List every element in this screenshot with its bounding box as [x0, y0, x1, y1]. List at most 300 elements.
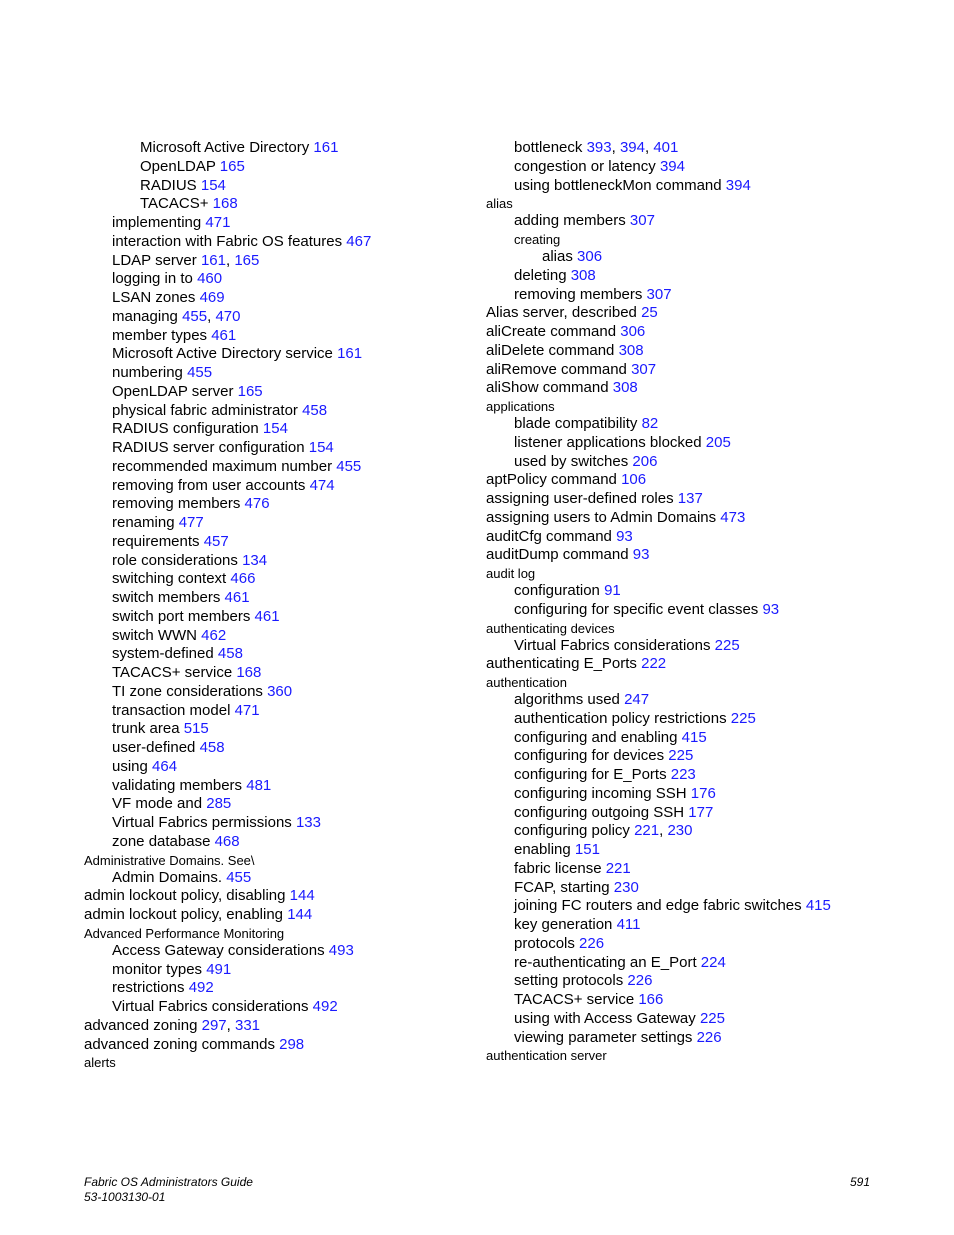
index-term: restrictions [112, 979, 185, 997]
index-subentry [486, 1010, 926, 1029]
index-term: applications [486, 399, 555, 414]
index-term: switch members [112, 589, 221, 606]
index-subentry [84, 608, 474, 627]
page-link[interactable]: 466 [230, 570, 256, 588]
index-term: fabric license [514, 859, 602, 877]
index-term: RADIUS configuration [112, 420, 259, 438]
index-term: LSAN zones [112, 289, 196, 306]
index-subentry [84, 458, 474, 477]
index-subentry [486, 897, 926, 916]
page-link[interactable]: 222 [641, 655, 667, 673]
index-term: configuring for devices [514, 747, 665, 765]
index-term: deleting [514, 266, 567, 284]
page-link[interactable]: 458 [302, 401, 328, 419]
page-link[interactable]: 137 [677, 490, 703, 507]
page-link[interactable]: 401 [653, 139, 679, 156]
index-subentry [486, 212, 926, 231]
index-term: interaction with Fabric OS features [112, 232, 343, 250]
index-term: aliCreate command [486, 323, 617, 340]
index-term: aliRemove command [486, 360, 627, 378]
index-subentry [486, 879, 926, 898]
index-term: aptPolicy command [486, 471, 617, 489]
index-term: auditCfg command [486, 527, 612, 545]
page-link[interactable]: 165 [237, 382, 263, 400]
index-entry [486, 620, 926, 637]
index-term: TACACS+ service [112, 664, 233, 681]
index-subentry [486, 785, 926, 804]
index-entry [486, 509, 926, 528]
index-term: enabling [514, 841, 571, 858]
index-term: advanced zoning [84, 1016, 198, 1034]
index-entry [486, 490, 926, 509]
index-term: switching context [112, 570, 227, 588]
index-term: validating members [112, 776, 243, 794]
index-subentry [84, 345, 474, 364]
page-link[interactable]: 25 [641, 304, 658, 322]
page-link[interactable]: 247 [624, 691, 650, 708]
page-link[interactable]: 308 [570, 266, 596, 284]
index-term: configuring policy [514, 822, 630, 840]
index-subentry [84, 477, 474, 496]
page-link[interactable]: 221 [634, 822, 660, 840]
page-link[interactable]: 491 [206, 960, 232, 978]
page-link[interactable]: 471 [234, 701, 260, 719]
index-subentry [486, 935, 926, 954]
index-term: system-defined [112, 645, 214, 663]
index-subentry [84, 758, 474, 777]
page-link[interactable]: 470 [215, 307, 241, 325]
index-subentry [84, 495, 474, 514]
page-link[interactable]: 306 [577, 248, 603, 265]
index-entry [84, 1054, 474, 1071]
index-term: alerts [84, 1055, 116, 1071]
index-subentry [84, 289, 474, 308]
index-term: aliShow command [486, 379, 609, 397]
page-link[interactable]: 462 [201, 626, 227, 644]
index-term: FCAP, starting [514, 878, 610, 896]
page-link[interactable]: 144 [287, 906, 313, 923]
index-entry [84, 906, 474, 925]
index-term: alias [486, 196, 513, 212]
index-subentry [486, 453, 926, 472]
index-term: authentication server [486, 1048, 607, 1064]
index-term: Virtual Fabrics considerations [514, 636, 711, 654]
index-entry [486, 528, 926, 547]
index-subentry [486, 582, 926, 601]
page-link[interactable]: 144 [289, 887, 315, 905]
index-term: authentication [486, 675, 567, 690]
index-subentry [486, 231, 926, 248]
page-link[interactable]: 394 [659, 157, 685, 175]
index-term: numbering [112, 364, 183, 381]
page-link[interactable]: 515 [183, 720, 209, 738]
index-subentry [84, 777, 474, 796]
page-link[interactable]: 308 [618, 341, 644, 359]
index-subentry [486, 729, 926, 748]
index-entry [84, 1036, 474, 1055]
page-link[interactable]: 82 [641, 415, 659, 432]
index-term: Admin Domains. [112, 868, 223, 886]
index-subentry [84, 420, 474, 439]
index-term: admin lockout policy, enabling [84, 906, 284, 923]
page-link[interactable]: 166 [638, 991, 664, 1008]
index-subentry [84, 961, 474, 980]
page-link[interactable]: 161 [337, 345, 363, 363]
index-term: TACACS+ [140, 195, 209, 213]
index-subentry [486, 1029, 926, 1048]
index-subentry: bottleneck 393, 394, 401 [514, 139, 679, 156]
index-term: TACACS+ service [514, 991, 635, 1008]
index-entry [486, 379, 926, 398]
index-term: Virtual Fabrics considerations [112, 998, 309, 1015]
index-subentry [84, 795, 474, 814]
index-subentry [84, 439, 474, 458]
index-term: Microsoft Active Directory service [112, 345, 333, 363]
page-link[interactable]: 461 [211, 326, 237, 344]
index-term: aliDelete command [486, 341, 615, 359]
index-term: Alias server, described [486, 304, 637, 322]
page-link[interactable]: 455 [226, 868, 252, 886]
page-link[interactable]: 415 [805, 897, 831, 915]
page-link[interactable]: 226 [696, 1028, 722, 1046]
index-term: role considerations [112, 551, 238, 569]
index-term: audit log [486, 566, 536, 581]
page-link[interactable]: 221 [605, 859, 631, 877]
page-link[interactable]: 133 [295, 814, 321, 831]
page-link[interactable]: 106 [621, 471, 647, 489]
index-subentry [486, 860, 926, 879]
page-link[interactable]: 458 [199, 739, 225, 756]
index-subentry [486, 434, 926, 453]
index-entry [486, 398, 926, 415]
footer-title: Fabric OS Administrators Guide [84, 1175, 253, 1189]
index-subentry [486, 248, 926, 267]
index-subentry [84, 214, 474, 233]
page-link[interactable]: 307 [631, 360, 657, 378]
index-subentry: configuring policy 221, 230 [514, 822, 693, 840]
index-term: configuring and enabling [514, 728, 678, 746]
page-link[interactable]: 230 [613, 878, 639, 896]
index-subentry [84, 514, 474, 533]
index-column-right [486, 139, 926, 1064]
index-entry [486, 195, 926, 212]
page-link[interactable]: 206 [632, 452, 658, 470]
index-term: RADIUS [140, 176, 197, 194]
page-link[interactable]: 161 [200, 251, 226, 269]
footer-doc-info [84, 1175, 253, 1205]
index-entry [84, 887, 474, 906]
index-term: authentication policy restrictions [514, 709, 727, 727]
index-subentry [84, 683, 474, 702]
page-link[interactable]: 226 [579, 934, 605, 952]
index-term: OpenLDAP [140, 157, 216, 175]
index-term: transaction model [112, 701, 231, 719]
index-subentry [84, 664, 474, 683]
index-subentry: managing 455, 470 [112, 307, 241, 325]
page-link[interactable]: 457 [203, 532, 229, 550]
index-term: using with Access Gateway [514, 1009, 696, 1027]
page-link[interactable]: 93 [632, 546, 650, 564]
page-link[interactable]: 134 [242, 551, 268, 569]
index-subentry [84, 327, 474, 346]
page-link[interactable]: 461 [254, 607, 280, 625]
page-link[interactable]: 93 [762, 600, 780, 618]
index-subentry [84, 158, 474, 177]
index-term: alias [542, 248, 573, 265]
index-subentry [486, 954, 926, 973]
page-link[interactable]: 360 [267, 682, 293, 700]
index-term: used by switches [514, 452, 629, 470]
index-subentry [84, 364, 474, 383]
index-subentry [486, 691, 926, 710]
index-subentry [84, 270, 474, 289]
index-term: creating [514, 232, 561, 247]
page-link[interactable]: 205 [705, 433, 731, 451]
index-entry [486, 361, 926, 380]
index-term: Access Gateway considerations [112, 941, 325, 959]
index-term: TI zone considerations [112, 682, 263, 700]
page-link[interactable]: 161 [313, 139, 339, 156]
index-subentry [486, 158, 926, 177]
page-link[interactable]: 464 [152, 757, 178, 775]
index-term: joining FC routers and edge fabric switches [514, 897, 802, 915]
page-link[interactable]: 493 [328, 941, 354, 959]
page-link[interactable]: 455 [187, 364, 213, 381]
page-link[interactable]: 474 [309, 476, 335, 494]
page-link[interactable]: 224 [700, 953, 726, 971]
index-term: configuring for E_Ports [514, 766, 667, 783]
index-term: switch port members [112, 607, 251, 625]
index-term: requirements [112, 532, 200, 550]
index-subentry [84, 720, 474, 739]
index-subentry [84, 942, 474, 961]
index-entry [486, 546, 926, 565]
page-link[interactable]: 455 [182, 307, 208, 325]
index-subentry [84, 177, 474, 196]
page-link[interactable]: 393 [586, 139, 612, 156]
index-subentry [84, 833, 474, 852]
index-subentry [84, 702, 474, 721]
footer-page-number: 591 [850, 1175, 871, 1189]
index-term: OpenLDAP server [112, 382, 234, 400]
index-subentry [486, 286, 926, 305]
page-link[interactable]: 460 [197, 270, 223, 288]
page-link[interactable]: 168 [212, 195, 238, 213]
index-entry [486, 674, 926, 691]
page-link[interactable]: 415 [681, 728, 707, 746]
index-term: LDAP server [112, 251, 197, 269]
index-subentry [486, 972, 926, 991]
index-term: monitor types [112, 960, 203, 978]
page-link[interactable]: 492 [312, 998, 338, 1015]
index-term: listener applications blocked [514, 433, 702, 451]
index-term: adding members [514, 212, 626, 230]
index-term: authenticating E_Ports [486, 655, 637, 673]
index-entry [84, 925, 474, 942]
index-subentry [486, 766, 926, 785]
page-link[interactable]: 225 [699, 1009, 725, 1027]
index-entry [486, 655, 926, 674]
index-subentry [84, 998, 474, 1017]
page-link[interactable]: 225 [730, 709, 756, 727]
page-link[interactable]: 168 [236, 664, 262, 681]
index-term: setting protocols [514, 972, 624, 990]
index-term: logging in to [112, 270, 193, 288]
index-subentry [486, 601, 926, 620]
index-term: viewing parameter settings [514, 1028, 693, 1046]
page-link[interactable]: 394 [725, 176, 751, 194]
index-subentry [84, 645, 474, 664]
page-link[interactable]: 481 [246, 776, 272, 794]
index-subentry [84, 739, 474, 758]
index-entry [486, 323, 926, 342]
index-subentry [84, 552, 474, 571]
index-term: auditDump command [486, 546, 629, 564]
index-subentry [486, 804, 926, 823]
page-link[interactable]: 467 [346, 232, 372, 250]
index-term: member types [112, 326, 208, 344]
index-term: Microsoft Active Directory [140, 139, 310, 156]
page-link[interactable]: 226 [627, 972, 653, 990]
index-term: trunk area [112, 720, 180, 738]
page-link[interactable]: 165 [219, 157, 245, 175]
index-term: key generation [514, 916, 613, 933]
page-link[interactable]: 154 [200, 176, 226, 194]
index-term: configuring outgoing SSH [514, 803, 685, 821]
page-link[interactable]: 93 [616, 527, 633, 545]
index-subentry [486, 710, 926, 729]
index-term: switch WWN [112, 626, 197, 644]
index-term: removing members [514, 285, 643, 303]
index-entry: advanced zoning 297, 331 [84, 1016, 261, 1034]
index-entry [486, 565, 926, 582]
index-term: advanced zoning commands [84, 1035, 275, 1053]
page-link[interactable]: 455 [336, 457, 362, 475]
index-entry [486, 304, 926, 323]
index-entry [486, 342, 926, 361]
index-subentry [84, 570, 474, 589]
page-link[interactable]: 225 [668, 747, 694, 765]
page-link[interactable]: 223 [670, 766, 696, 783]
page-link[interactable]: 458 [217, 645, 243, 663]
index-term: using [112, 757, 148, 775]
page-link[interactable]: 306 [620, 323, 646, 340]
index-subentry [486, 267, 926, 286]
page-link[interactable]: 468 [214, 832, 240, 850]
index-subentry [84, 402, 474, 421]
index-term: physical fabric administrator [112, 401, 298, 419]
index-subentry [84, 195, 474, 214]
index-subentry [486, 916, 926, 935]
index-subentry [84, 383, 474, 402]
index-term: managing [112, 307, 178, 325]
page-link[interactable]: 154 [308, 439, 334, 456]
page-link[interactable]: 165 [234, 251, 260, 269]
page-link[interactable]: 461 [224, 589, 250, 606]
index-term: congestion or latency [514, 157, 656, 175]
footer-doc-number: 53-1003130-01 [84, 1190, 166, 1204]
index-term: blade compatibility [514, 415, 638, 432]
page-link[interactable]: 285 [206, 795, 232, 813]
index-term: admin lockout policy, disabling [84, 887, 286, 905]
index-subentry: LDAP server 161, 165 [112, 251, 260, 269]
index-entry [84, 852, 474, 869]
page-link[interactable]: 307 [629, 212, 655, 230]
index-term: authenticating devices [486, 620, 615, 636]
page-link[interactable]: 176 [690, 784, 716, 802]
index-term: configuring incoming SSH [514, 784, 687, 802]
page-link[interactable]: 469 [199, 289, 225, 306]
page-link[interactable]: 91 [604, 582, 621, 599]
index-term: Administrative Domains. See\ [84, 852, 255, 868]
index-term: VF mode and [112, 795, 203, 813]
index-entry [486, 471, 926, 490]
page-link[interactable]: 331 [234, 1016, 261, 1034]
page-link[interactable]: 308 [612, 379, 638, 397]
index-term: configuring for specific event classes [514, 600, 759, 618]
index-subentry [84, 589, 474, 608]
page-link[interactable]: 177 [688, 803, 714, 821]
index-subentry [84, 979, 474, 998]
index-term: renaming [112, 514, 175, 531]
page-link[interactable]: 151 [574, 841, 600, 858]
index-term: re-authenticating an E_Port [514, 953, 697, 971]
index-term: algorithms used [514, 691, 620, 708]
index-subentry [84, 814, 474, 833]
index-subentry [486, 747, 926, 766]
index-entry [486, 1047, 926, 1064]
index-subentry [486, 415, 926, 434]
index-subentry [84, 139, 474, 158]
index-term: recommended maximum number [112, 457, 333, 475]
page-link[interactable]: 230 [667, 822, 693, 840]
index-term: user-defined [112, 739, 196, 756]
index-term: removing members [112, 495, 241, 513]
index-term: configuration [514, 582, 600, 599]
page-link[interactable]: 307 [646, 285, 672, 303]
index-term: assigning users to Admin Domains [486, 508, 717, 526]
page-link[interactable]: 411 [616, 916, 641, 933]
index-subentry [84, 233, 474, 252]
index-term: zone database [112, 832, 211, 850]
index-term: implementing [112, 214, 202, 231]
page-link[interactable]: 477 [178, 514, 204, 531]
page-link[interactable]: 476 [244, 495, 270, 513]
index-column-left [84, 139, 474, 1071]
index-term: Virtual Fabrics permissions [112, 814, 292, 831]
index-subentry [486, 637, 926, 656]
page-link[interactable]: 154 [262, 420, 288, 438]
index-subentry [84, 627, 474, 646]
page-link[interactable]: 492 [188, 979, 214, 997]
index-subentry [486, 841, 926, 860]
page-link[interactable]: 297 [201, 1016, 227, 1034]
index-subentry [486, 177, 926, 196]
page-link[interactable]: 298 [279, 1035, 305, 1053]
index-term: using bottleneckMon command [514, 176, 722, 194]
index-subentry [486, 991, 926, 1010]
page-link[interactable]: 473 [720, 508, 746, 526]
index-subentry [84, 869, 474, 888]
page-link[interactable]: 225 [714, 636, 740, 654]
index-subentry [84, 533, 474, 552]
page-link[interactable]: 471 [205, 214, 231, 231]
index-term: RADIUS server configuration [112, 439, 305, 456]
index-term: bottleneck [514, 139, 583, 156]
page-link[interactable]: 394 [619, 139, 645, 156]
index-term: protocols [514, 934, 575, 952]
index-term: Advanced Performance Monitoring [84, 925, 285, 941]
